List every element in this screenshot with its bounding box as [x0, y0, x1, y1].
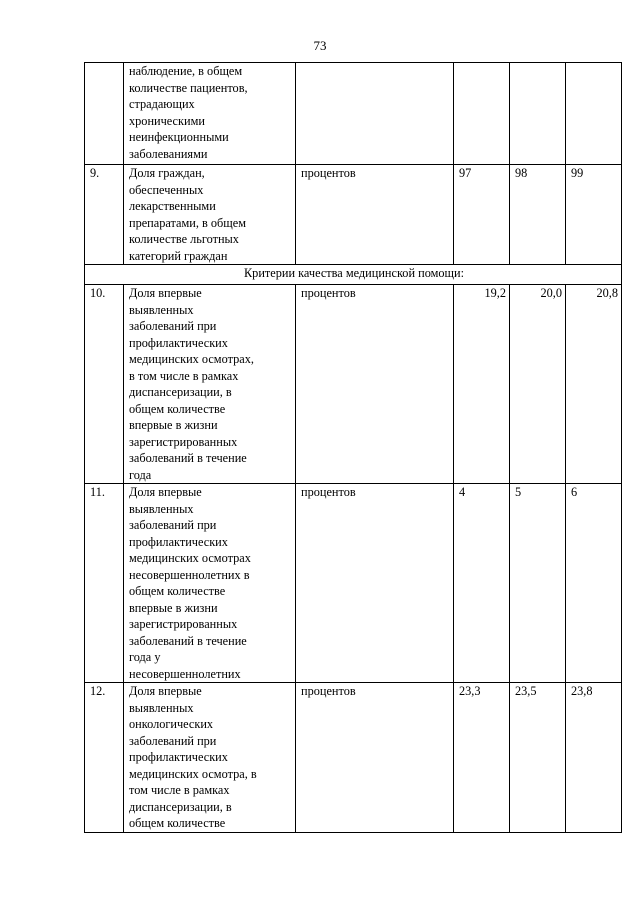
- value-year1-cell: 23,3: [454, 683, 510, 833]
- indicators-table: [84, 62, 622, 833]
- unit-cell: процентов: [296, 484, 454, 683]
- indicator-name-text: Доля граждан, обеспеченных лекарственными препаратами, в общем количестве льготных категорий граждан: [129, 166, 247, 263]
- indicator-name-cell: [124, 63, 296, 165]
- table-row-9: [85, 165, 622, 265]
- value-year2-cell: 20,0: [510, 285, 566, 484]
- row-number-cell: 12.: [85, 683, 124, 833]
- value-year3-cell: 6: [566, 484, 622, 683]
- value-year1-cell: 4: [454, 484, 510, 683]
- value-year3-cell: [566, 63, 622, 165]
- indicator-name-text: наблюдение, в общем количестве пациентов, страдающих хроническими неинфекционными заболеваниями: [129, 64, 248, 161]
- indicator-name-cell: [124, 484, 296, 683]
- row-number-cell: 11.: [85, 484, 124, 683]
- indicator-name-cell: [124, 285, 296, 484]
- table-row-continuation: [85, 63, 622, 165]
- table-row-10: [85, 285, 622, 484]
- table-row-11: [85, 484, 622, 683]
- value-year2-cell: 5: [510, 484, 566, 683]
- indicator-name-text: Доля впервые выявленных онкологических заболеваний при профилактических медицинских осмотра, в том числе в рамках диспансеризации, в общем количестве: [129, 684, 257, 830]
- indicator-name-cell: [124, 165, 296, 265]
- unit-cell: процентов: [296, 683, 454, 833]
- value-year3-cell: 99: [566, 165, 622, 265]
- value-year1-cell: 19,2: [454, 285, 510, 484]
- row-number-cell: [85, 63, 124, 165]
- value-year2-cell: [510, 63, 566, 165]
- indicator-name-text: Доля впервые выявленных заболеваний при профилактических медицинских осмотрах, в том числе в рамках диспансеризации, в общем количестве впервые в жизни зарегистрированных заболеваний в течение года: [129, 286, 254, 482]
- row-number-cell: 9.: [85, 165, 124, 265]
- value-year1-cell: 97: [454, 165, 510, 265]
- value-year2-cell: 23,5: [510, 683, 566, 833]
- indicator-name-cell: [124, 683, 296, 833]
- table-row-12: [85, 683, 622, 833]
- value-year2-cell: 98: [510, 165, 566, 265]
- value-year3-cell: 20,8: [566, 285, 622, 484]
- indicator-name-text: Доля впервые выявленных заболеваний при профилактических медицинских осмотрах несовершеннолетних в общем количестве впервые в жизни зарегистрированных заболеваний в течение года у несовершеннолетних: [129, 485, 251, 681]
- value-year1-cell: [454, 63, 510, 165]
- section-header-row: [85, 265, 622, 285]
- section-header-quality-criteria: Критерии качества медицинской помощи:: [85, 265, 622, 285]
- unit-cell: процентов: [296, 165, 454, 265]
- value-year3-cell: 23,8: [566, 683, 622, 833]
- unit-cell: процентов: [296, 285, 454, 484]
- row-number-cell: 10.: [85, 285, 124, 484]
- page-number: 73: [313, 38, 327, 53]
- unit-cell: [296, 63, 454, 165]
